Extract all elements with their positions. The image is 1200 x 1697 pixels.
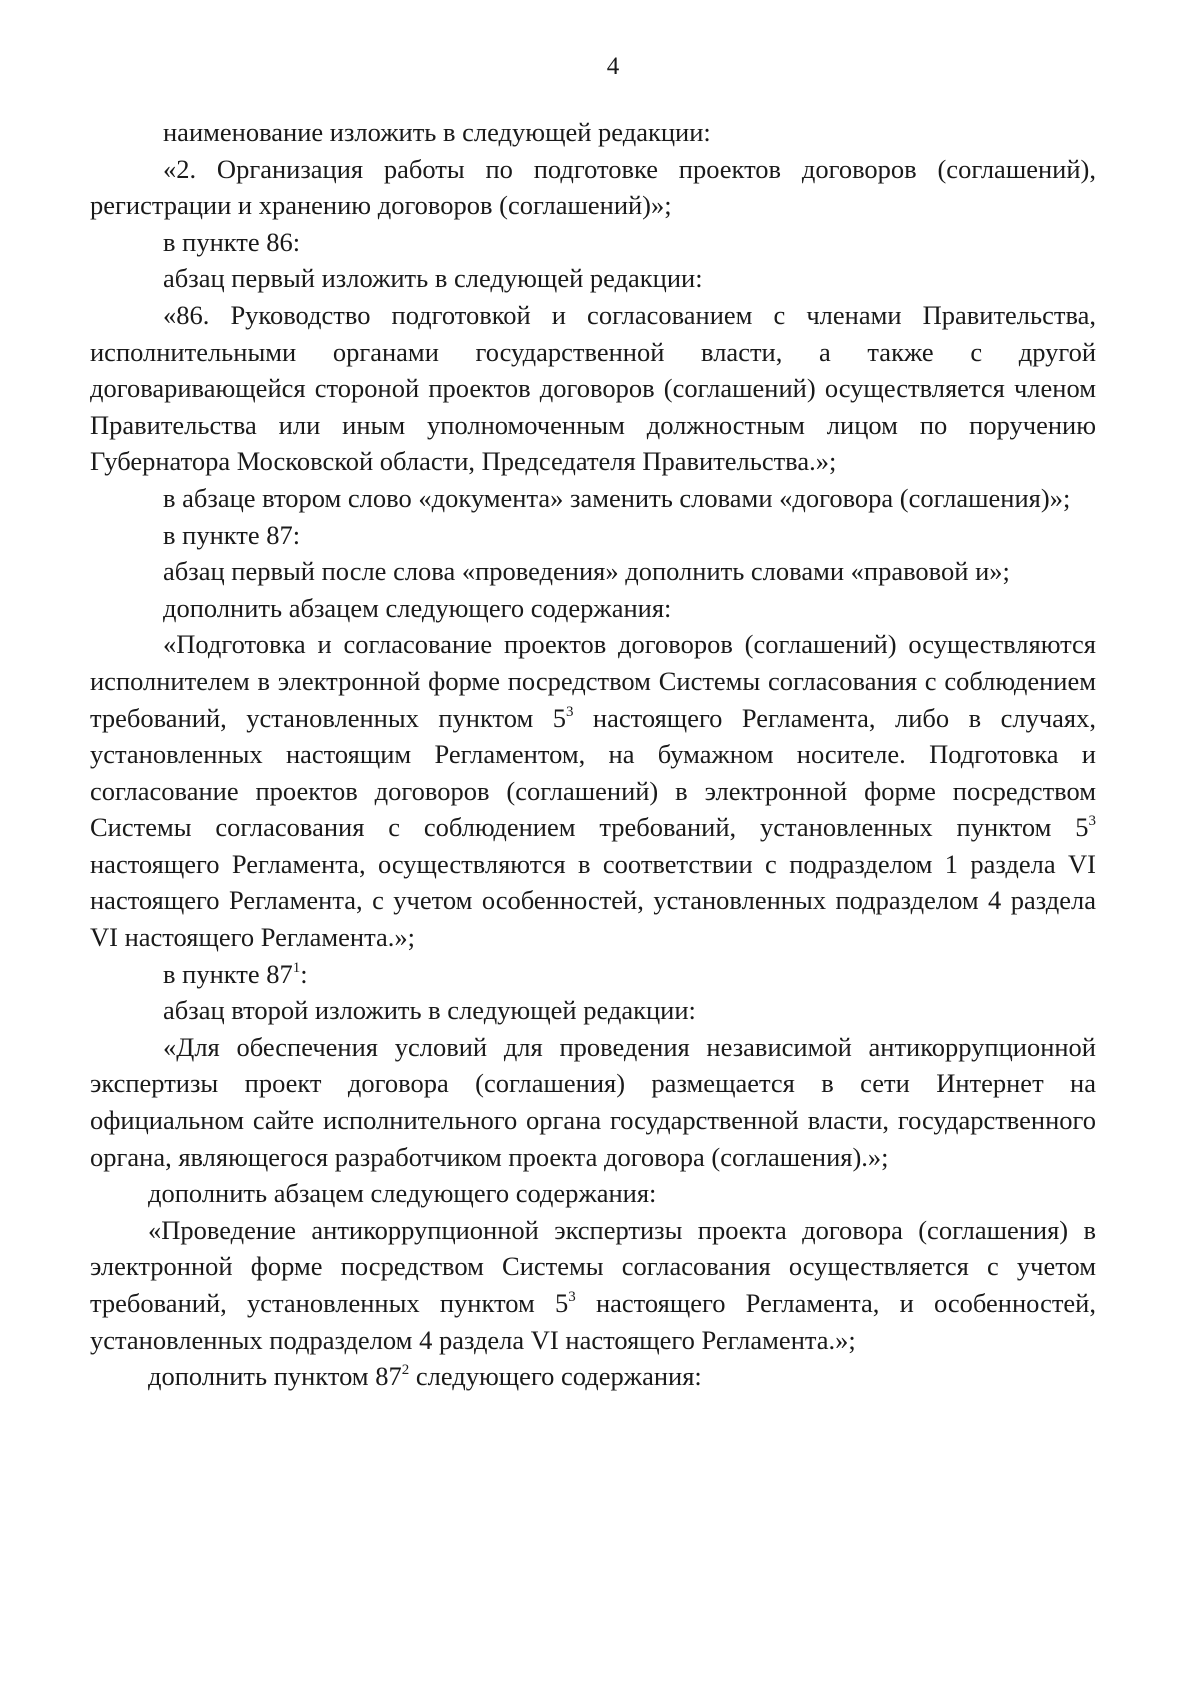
paragraph: абзац второй изложить в следующей редакции: — [163, 995, 696, 1026]
paragraph: в пункте 87: — [163, 519, 301, 550]
superscript: 3 — [568, 1289, 576, 1305]
superscript: 3 — [1088, 813, 1096, 830]
paragraph: наименование изложить в следующей редакции: — [163, 117, 711, 147]
paragraph: абзац первый изложить в следующей редакции: — [163, 263, 703, 294]
paragraph-text: настоящего Регламента, либо в случаях, установленных настоящим Регламентом, на бумажном носителе. Подготовка и согласование проектов договоров (соглашений) в электронной форме посредством Системы согласования с соблюдением требований, установленных пунктом 5 — [90, 702, 1096, 843]
paragraph-text: дополнить пунктом 87 — [148, 1361, 402, 1392]
document-body — [90, 114, 1096, 1395]
paragraph — [90, 1358, 1096, 1395]
paragraph — [90, 956, 1096, 993]
paragraph: «2. Организация работы по подготовке проектов договоров (соглашений), регистрации и хранению договоров (соглашений)»; — [90, 153, 1096, 221]
paragraph-text: настоящего Регламента, и особенностей, установленных подразделом 4 раздела VI настоящего Регламента.»; — [90, 1288, 1096, 1355]
superscript: 3 — [565, 703, 574, 720]
paragraph-text: : — [300, 958, 308, 989]
paragraph-text: настоящего Регламента, осуществляются в соответствии с подразделом 1 раздела VI настоящего Регламента, с учетом особенностей, установленных подразделом 4 раздела VI настоящего Регламента.»; — [90, 848, 1096, 953]
paragraph-new-abzac — [90, 626, 1096, 955]
paragraph: дополнить абзацем следующего содержания: — [148, 1178, 657, 1209]
superscript: 1 — [292, 959, 301, 976]
paragraph-text: «Проведение антикоррупционной экспертизы проекта договора (соглашения) в электронной форме посредством Системы согласования осуществляется с учетом требований, установленных пунктом 5 — [90, 1214, 1096, 1318]
superscript: 2 — [401, 1362, 410, 1379]
paragraph: «Для обеспечения условий для проведения независимой антикоррупционной экспертизы проект договора (соглашения) размещается в сети Интернет на официальном сайте исполнительного органа государственной власти, государственного органа, являющегося разработчиком проекта договора (соглашения).»; — [90, 1031, 1096, 1172]
paragraph: дополнить абзацем следующего содержания: — [163, 592, 672, 623]
paragraph: в пункте 86: — [163, 226, 301, 257]
paragraph: абзац первый после слова «проведения» дополнить словами «правовой и»; — [163, 556, 1010, 587]
page-number: 4 — [606, 53, 620, 80]
paragraph-text: «Подготовка и согласование проектов договоров (соглашений) осуществляются исполнителем в электронной форме посредством Системы согласования с соблюдением требований, установленных пунктом 5 — [90, 629, 1096, 733]
paragraph: в абзаце втором слово «документа» заменить словами «договора (соглашения)»; — [163, 482, 1071, 513]
paragraph-text: в пункте 87 — [163, 958, 293, 989]
paragraph: «86. Руководство подготовкой и согласованием с членами Правительства, исполнительными органами государственной власти, а также с другой договаривающейся стороной проектов договоров (соглашений) осуществляется членом Правительства или иным уполномоченным должностным лицом по поручению Губернатора Московской области, Председателя Правительства.»; — [90, 299, 1096, 477]
paragraph-text: следующего содержания: — [409, 1361, 702, 1392]
paragraph — [90, 1212, 1096, 1358]
